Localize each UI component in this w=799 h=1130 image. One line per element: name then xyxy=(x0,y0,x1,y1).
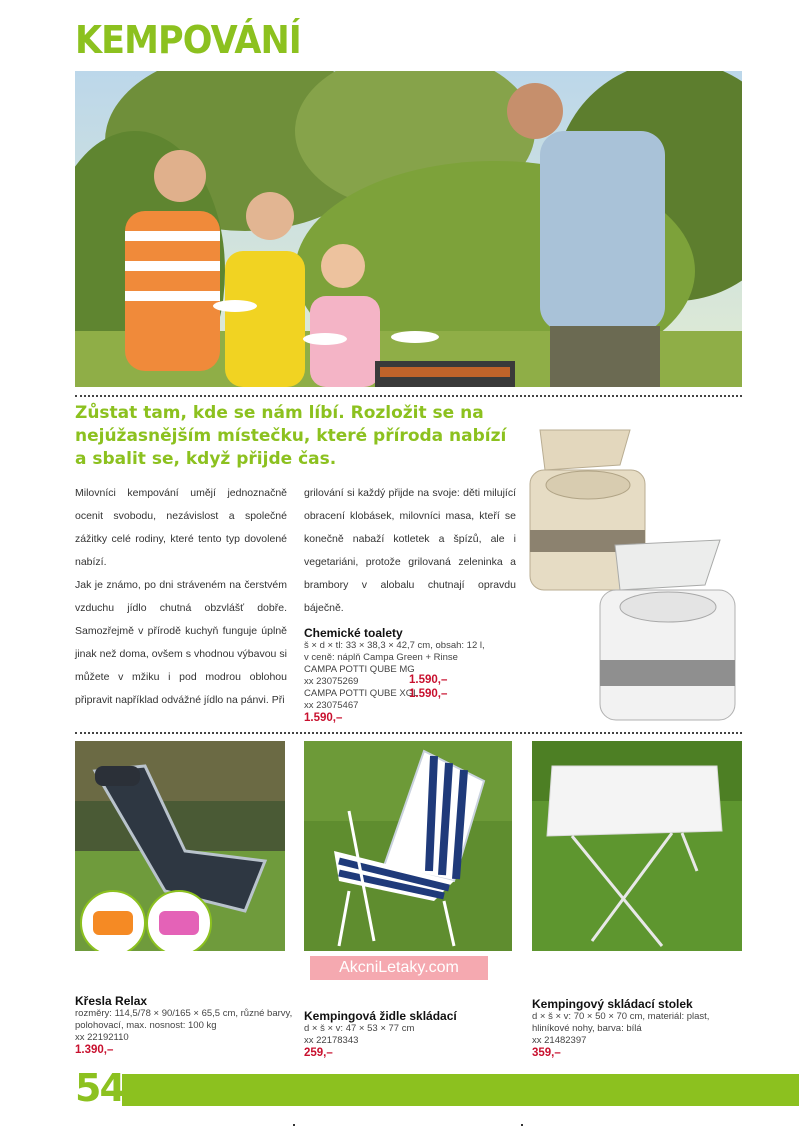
product-code: xx 22178343 xyxy=(304,1035,359,1046)
product-spec: rozměry: 114,5/78 × 90/165 × 65,5 cm, různé barvy, polohovací, max. nosnost: 100 kg xyxy=(75,1008,293,1031)
product-name: Kempingová židle skládací xyxy=(304,1009,457,1023)
hero-photo-family-grilling xyxy=(75,71,742,387)
product-spec: d × š × v: 70 × 50 × 70 cm, materiál: plast, hliníkové nohy, barva: bílá xyxy=(532,1011,710,1034)
relax-chair-photo xyxy=(75,741,285,951)
product-info-folding-chair xyxy=(304,1009,514,1060)
product-price: 1.590,– xyxy=(304,712,343,724)
variant-model: CAMPA POTTI QUBE MG xyxy=(304,664,415,675)
product-price: 1.390,– xyxy=(75,1044,114,1056)
page-title: KEMPOVÁNÍ xyxy=(75,18,301,62)
variant-price: 1.590,– xyxy=(409,688,448,700)
product-name: Kempingový skládací stolek xyxy=(532,997,693,1011)
product-spec: š × d × tl: 33 × 38,3 × 42,7 cm, obsah: 12 l, xyxy=(304,640,485,651)
article-column-1 xyxy=(75,482,287,712)
product-spec: d × š × v: 47 × 53 × 77 cm xyxy=(304,1023,415,1034)
watermark: AkcniLetaky.com xyxy=(310,956,488,980)
product-info-folding-table xyxy=(532,997,742,1060)
product-code: xx 21482397 xyxy=(532,1035,587,1046)
product-info-relax-chair xyxy=(75,994,295,1057)
folding-table-photo xyxy=(532,741,742,951)
product-name: Chemické toalety xyxy=(304,626,403,640)
page-number: 54 xyxy=(75,1066,124,1110)
chemical-toilets-photo xyxy=(520,425,742,725)
divider-dotted xyxy=(75,395,742,397)
article-paragraph: Milovníci kempování umějí jednoznačně ocenit svobodu, nezávislost a společné zážitky celé rodiny, které tento typ dovolené nabízí. xyxy=(75,487,287,568)
article-headline: Zůstat tam, kde se nám líbí. Rozložit se na nejúžasnějším místečku, které příroda nabízí a sbalit se, když přijde čas. xyxy=(75,403,507,469)
product-name: Křesla Relax xyxy=(75,994,148,1008)
variant-code: xx 23075467 xyxy=(304,700,359,711)
footer-dot xyxy=(521,1124,523,1126)
footer-dot xyxy=(293,1124,295,1126)
article-paragraph: Jak je známo, po dni stráveném na čerstvém vzduchu jídlo chutná obzvlášť dobře. Samozřejmě v přírodě kuchyň funguje úplně jinak než doma, ovšem s vhodnou výbavou si můžete v mžiku i pod modrou oblohou připravit například odvážné jídlo na pánvi. Při xyxy=(75,579,287,706)
product-price: 359,– xyxy=(532,1047,561,1059)
variant-code: xx 23075269 xyxy=(304,676,359,687)
toilets-product-info xyxy=(304,626,519,725)
product-price: 259,– xyxy=(304,1047,333,1059)
product-code: xx 22192110 xyxy=(75,1032,129,1043)
variant-model: CAMPA POTTI QUBE XGL xyxy=(304,688,419,699)
article-column-2 xyxy=(304,482,516,620)
page-footer-bar xyxy=(122,1074,799,1106)
folding-chair-photo xyxy=(304,741,512,951)
divider-dotted xyxy=(75,732,742,734)
variant-price: 1.590,– xyxy=(409,674,448,686)
product-spec: v ceně: náplň Campa Green + Rinse xyxy=(304,652,458,663)
article-paragraph: grilování si každý přijde na svoje: děti milující obracení klobásek, milovníci masa, kteří se konečně nabaží kotletek a špízů, ale i vegetariáni, protože grilovaná zeleninka a brambory v alobalu chutnají opravdu báječně. xyxy=(304,487,516,614)
